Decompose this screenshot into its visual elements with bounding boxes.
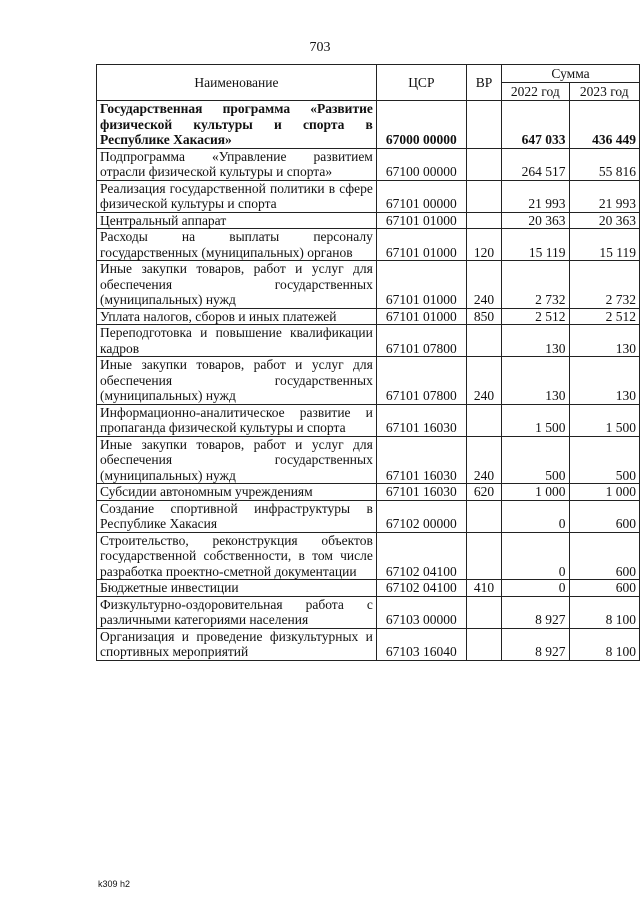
header-csr: ЦСР [376, 65, 466, 101]
row-amount-2022: 20 363 [502, 212, 569, 229]
row-amount-2022: 1 000 [502, 484, 569, 501]
table-row [97, 308, 640, 325]
table-row [97, 628, 640, 660]
row-csr: 67102 04100 [376, 532, 466, 580]
row-amount-2023: 8 100 [569, 628, 639, 660]
row-vr: 850 [466, 308, 501, 325]
row-name: Иные закупки товаров, работ и услуг для обеспечения государственных (муниципальных) нужд [97, 357, 377, 405]
row-csr: 67103 16040 [376, 628, 466, 660]
row-vr: 120 [466, 229, 501, 261]
footer-code: k309 h2 [98, 879, 131, 889]
row-name: Расходы на выплаты персоналу государственных (муниципальных) органов [97, 229, 377, 261]
row-csr: 67101 07800 [376, 325, 466, 357]
row-amount-2023: 15 119 [569, 229, 639, 261]
row-csr: 67101 16030 [376, 484, 466, 501]
table-row [97, 596, 640, 628]
row-vr [466, 180, 501, 212]
table-row [97, 148, 640, 180]
row-amount-2023: 55 816 [569, 148, 639, 180]
table-row [97, 484, 640, 501]
row-amount-2022: 15 119 [502, 229, 569, 261]
row-amount-2022: 500 [502, 436, 569, 484]
table-row [97, 404, 640, 436]
row-name: Подпрограмма «Управление развитием отрасли физической культуры и спорта» [97, 148, 377, 180]
table-row [97, 212, 640, 229]
header-name: Наименование [97, 65, 377, 101]
row-amount-2023: 436 449 [569, 101, 639, 149]
row-vr [466, 325, 501, 357]
table-row [97, 180, 640, 212]
row-vr [466, 212, 501, 229]
row-name: Реализация государственной политики в сфере физической культуры и спорта [97, 180, 377, 212]
table-row [97, 500, 640, 532]
table-row [97, 101, 640, 149]
row-amount-2022: 264 517 [502, 148, 569, 180]
row-amount-2023: 21 993 [569, 180, 639, 212]
row-csr: 67102 04100 [376, 580, 466, 597]
row-csr: 67000 00000 [376, 101, 466, 149]
row-name: Строительство, реконструкция объектов государственной собственности, в том числе разработка проектно-сметной документации [97, 532, 377, 580]
table-row [97, 261, 640, 309]
row-vr [466, 101, 501, 149]
row-amount-2023: 2 512 [569, 308, 639, 325]
row-amount-2023: 2 732 [569, 261, 639, 309]
row-vr [466, 148, 501, 180]
row-vr: 240 [466, 436, 501, 484]
row-name: Информационно-аналитическое развитие и пропаганда физической культуры и спорта [97, 404, 377, 436]
row-amount-2022: 0 [502, 532, 569, 580]
row-name: Государственная программа «Развитие физической культуры и спорта в Республике Хакасия» [97, 101, 377, 149]
table-row [97, 580, 640, 597]
row-name: Организация и проведение физкультурных и спортивных мероприятий [97, 628, 377, 660]
row-vr: 620 [466, 484, 501, 501]
row-name: Центральный аппарат [97, 212, 377, 229]
header-2022: 2022 год [502, 83, 569, 101]
row-name: Иные закупки товаров, работ и услуг для обеспечения государственных (муниципальных) нужд [97, 436, 377, 484]
row-csr: 67102 00000 [376, 500, 466, 532]
row-csr: 67101 01000 [376, 308, 466, 325]
row-amount-2022: 2 512 [502, 308, 569, 325]
row-amount-2023: 130 [569, 325, 639, 357]
row-name: Иные закупки товаров, работ и услуг для обеспечения государственных (муниципальных) нужд [97, 261, 377, 309]
row-vr [466, 404, 501, 436]
row-amount-2022: 0 [502, 580, 569, 597]
row-amount-2023: 8 100 [569, 596, 639, 628]
row-name: Уплата налогов, сборов и иных платежей [97, 308, 377, 325]
table-row [97, 229, 640, 261]
row-csr: 67103 00000 [376, 596, 466, 628]
row-vr [466, 596, 501, 628]
header-vr: ВР [466, 65, 501, 101]
row-amount-2023: 130 [569, 357, 639, 405]
header-sum: Сумма [502, 65, 640, 83]
row-vr: 410 [466, 580, 501, 597]
row-amount-2023: 1 000 [569, 484, 639, 501]
row-name: Субсидии автономным учреждениям [97, 484, 377, 501]
row-amount-2022: 0 [502, 500, 569, 532]
row-amount-2023: 20 363 [569, 212, 639, 229]
table-row [97, 325, 640, 357]
row-vr [466, 532, 501, 580]
row-vr: 240 [466, 357, 501, 405]
row-amount-2022: 2 732 [502, 261, 569, 309]
table-row [97, 436, 640, 484]
row-amount-2023: 600 [569, 580, 639, 597]
row-csr: 67101 01000 [376, 212, 466, 229]
row-amount-2022: 8 927 [502, 596, 569, 628]
row-amount-2022: 21 993 [502, 180, 569, 212]
row-amount-2023: 600 [569, 500, 639, 532]
row-csr: 67101 07800 [376, 357, 466, 405]
header-2023: 2023 год [569, 83, 639, 101]
row-name: Создание спортивной инфраструктуры в Республике Хакасия [97, 500, 377, 532]
row-csr: 67100 00000 [376, 148, 466, 180]
row-vr [466, 628, 501, 660]
row-vr [466, 500, 501, 532]
row-amount-2022: 130 [502, 325, 569, 357]
row-name: Переподготовка и повышение квалификации кадров [97, 325, 377, 357]
row-amount-2022: 1 500 [502, 404, 569, 436]
row-name: Физкультурно-оздоровительная работа с различными категориями населения [97, 596, 377, 628]
page-number: 703 [309, 40, 331, 55]
row-csr: 67101 00000 [376, 180, 466, 212]
row-name: Бюджетные инвестиции [97, 580, 377, 597]
row-csr: 67101 01000 [376, 261, 466, 309]
table-row [97, 357, 640, 405]
row-amount-2022: 130 [502, 357, 569, 405]
row-csr: 67101 16030 [376, 436, 466, 484]
row-csr: 67101 16030 [376, 404, 466, 436]
row-amount-2023: 600 [569, 532, 639, 580]
row-amount-2022: 647 033 [502, 101, 569, 149]
row-vr: 240 [466, 261, 501, 309]
budget-table [96, 64, 640, 661]
row-amount-2022: 8 927 [502, 628, 569, 660]
table-body [97, 101, 640, 661]
row-csr: 67101 01000 [376, 229, 466, 261]
row-amount-2023: 500 [569, 436, 639, 484]
row-amount-2023: 1 500 [569, 404, 639, 436]
table-row [97, 532, 640, 580]
